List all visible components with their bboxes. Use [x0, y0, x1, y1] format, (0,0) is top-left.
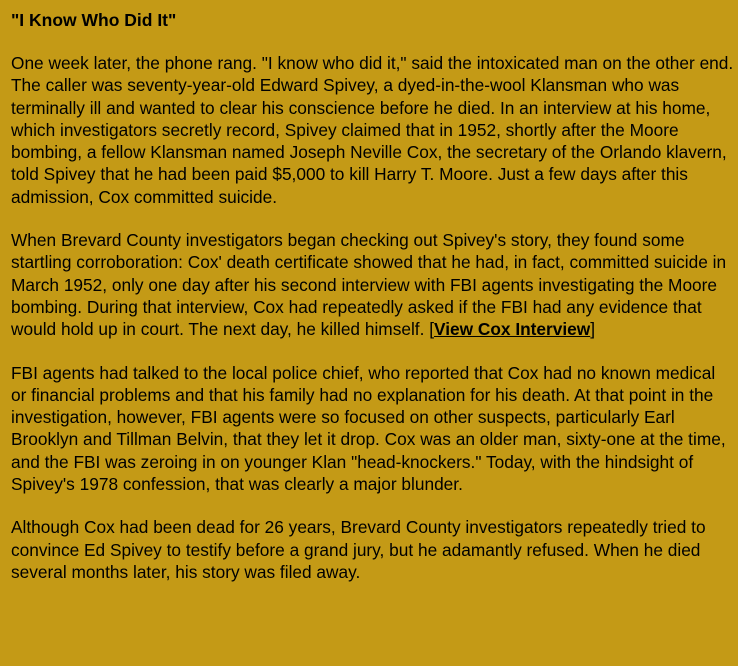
- section-heading: "I Know Who Did It": [11, 10, 177, 30]
- paragraph-corroboration-text: When Brevard County investigators began checking out Spivey's story, they found some startling corroboration: Cox' death certificate showed that he had, in fact, committed suicide in March 1952, only one day after his second interview with FBI agents investigating the Moore bombing. During that interview, Cox had repeatedly asked if the FBI had any evidence that would hold up in court. The next day, he killed himself.: [11, 230, 727, 340]
- article: [11, 9, 735, 583]
- paragraph-fbi-oversight: FBI agents had talked to the local police chief, who reported that Cox had no known medical or financial problems and that his family had no explanation for his death. At that point in the investigation, however, FBI agents were so focused on other suspects, particularly Earl Brooklyn and Tillman Belvin, that they let it drop. Cox was an older man, sixty-one at the time, and the FBI was zeroing in on younger Klan "head-knockers." Today, with the hindsight of Spivey's 1978 confession, that was clearly a major blunder.: [11, 362, 726, 495]
- view-cox-interview-link[interactable]: View Cox Interview: [434, 319, 591, 340]
- link-bracket-open: [: [429, 319, 434, 340]
- paragraph-corroboration: [11, 229, 735, 340]
- link-bracket-close: ]: [590, 319, 596, 340]
- paragraph-phone-call: One week later, the phone rang. "I know who did it," said the intoxicated man on the other end. The caller was seventy-year-old Edward Spivey, a dyed-in-the-wool Klansman who was terminally ill and wanted to clear his conscience before he died. In an interview at his home, which investigators secretly record, Spivey claimed that in 1952, shortly after the Moore bombing, a fellow Klansman named Joseph Neville Cox, the secretary of the Orlando klavern, told Spivey that he had been paid $5,000 to kill Harry T. Moore. Just a few days after this admission, Cox committed suicide.: [11, 53, 734, 207]
- paragraph-spivey-refusal: Although Cox had been dead for 26 years, Brevard County investigators repeatedly tried to convince Ed Spivey to testify before a grand jury, but he adamantly refused. When he died several months later, his story was filed away.: [11, 517, 706, 582]
